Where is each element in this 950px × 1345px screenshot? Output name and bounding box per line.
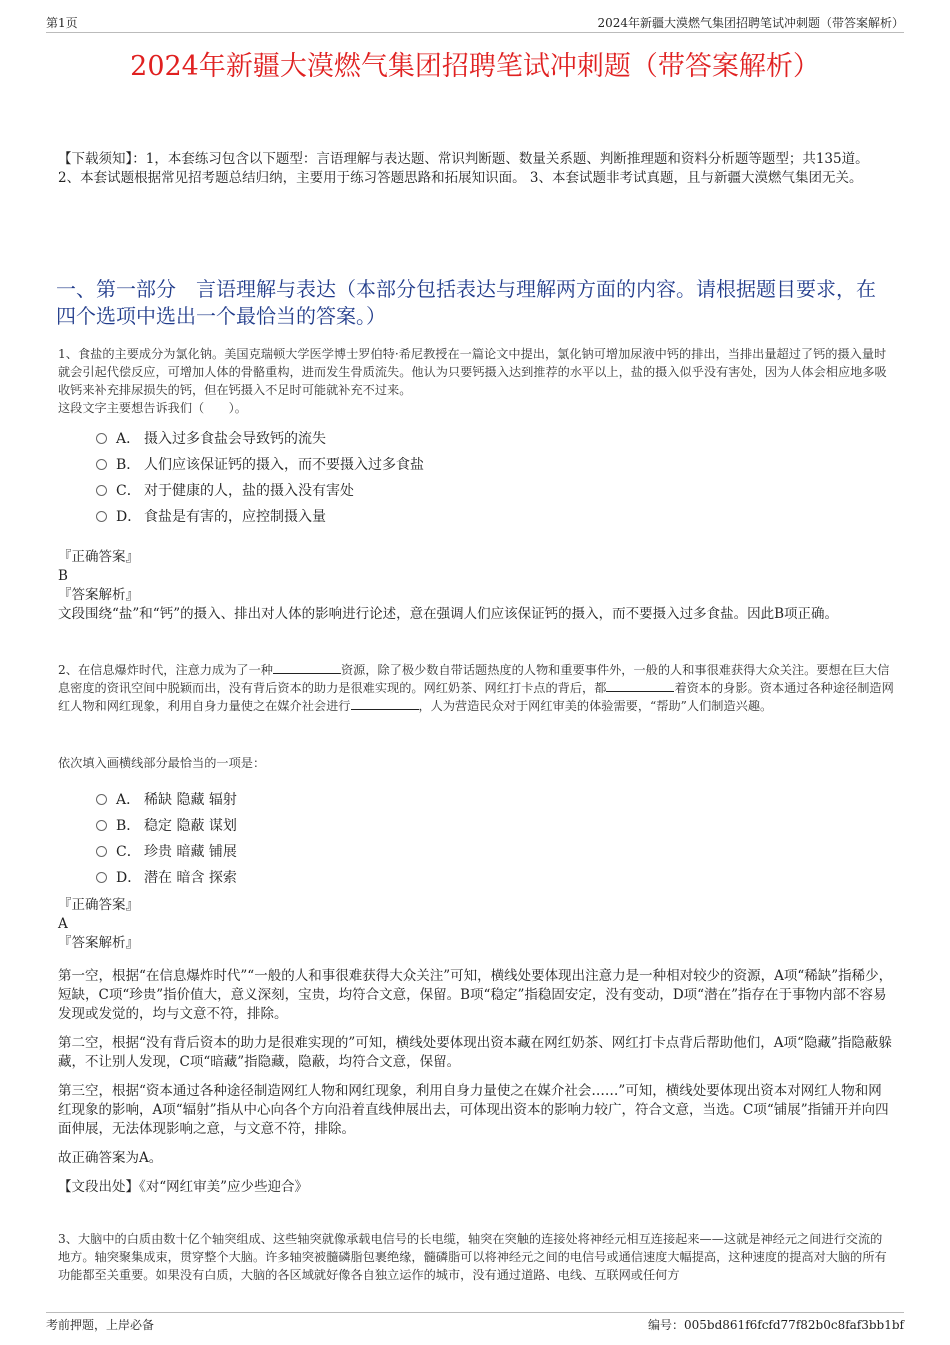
answer-value: A — [58, 916, 68, 932]
option-b[interactable]: B． 人们应该保证钙的摄入，而不要摄入过多食盐 — [96, 451, 424, 477]
option-a[interactable]: A． 稀缺 隐藏 辐射 — [96, 786, 237, 812]
question-1-prompt: 这段文字主要想告诉我们（ ）。 — [58, 401, 247, 415]
question-2-text: 2、在信息爆炸时代，注意力成为了一种 资源，除了极少数自带话题热度的人物和重要事件外，一般的人和事很难获得大众关注。要想在巨大信息密度的资讯空间中脱颖而出，没有背后资本的助力是很难实现的。网红奶茶、网红打卡点的背后，都 着资本的身影。资本通过各种途径制造网红人物和网红现象，利用自身力量使之在媒介社会进行 ，人为营造民众对于网红审美的体验需要，“帮助”人们制造兴趣。 — [58, 663, 894, 713]
analysis-conclusion: 故正确答案为A。 — [58, 1150, 163, 1166]
option-b[interactable]: B． 稳定 隐蔽 谋划 — [96, 812, 237, 838]
option-c[interactable]: C． 珍贵 暗藏 铺展 — [96, 838, 237, 864]
question-2-prompt: 依次填入画横线部分最恰当的一项是： — [58, 756, 266, 770]
option-d[interactable]: D． 潜在 暗含 探索 — [96, 864, 237, 890]
radio-icon[interactable] — [96, 794, 107, 805]
answer-value: B — [58, 568, 68, 584]
question-1-answer: 『正确答案』 B 『答案解析』 文段围绕“盐”和“钙”的摄入、排出对人体的影响进行论述，意在强调人们应该保证钙的摄入，而不要摄入过多食盐。因此B项正确。 — [58, 548, 894, 624]
radio-icon[interactable] — [96, 433, 107, 444]
page-number: 第1页 — [46, 16, 78, 30]
blank-line — [273, 661, 341, 674]
header-doc-title: 2024年新疆大漠燃气集团招聘笔试冲刺题（带答案解析） — [597, 16, 904, 30]
document-title: 2024年新疆大漠燃气集团招聘笔试冲刺题（带答案解析） — [130, 51, 820, 82]
section-heading: 一、第一部分 言语理解与表达（本部分包括表达与理解两方面的内容。请根据题目要求，在四个选项中选出一个最恰当的答案。） — [56, 277, 876, 328]
radio-icon[interactable] — [96, 511, 107, 522]
radio-icon[interactable] — [96, 872, 107, 883]
analysis-paragraph: 第三空，根据“资本通过各种途径制造网红人物和网红现象，利用自身力量使之在媒介社会……”可知，横线处要体现出资本对网红人物和网红现象的影响，A项“辐射”指从中心向各个方向沿着直线伸展出去，可体现出资本的影响力较广，符合文意，当选。C项“铺展”指铺开并向四面伸展，无法体现影响之意，与文意不符，排除。 — [58, 1083, 889, 1137]
analysis-paragraph: 第二空，根据“没有背后资本的助力是很难实现的”可知，横线处要体现出资本藏在网红奶茶、网红打卡点背后帮助他们，A项“隐藏”指隐蔽躲藏，不让别人发现，C项“暗藏”指隐藏，隐蔽，均符合文意，保留。 — [58, 1035, 892, 1070]
option-c[interactable]: C． 对于健康的人，盐的摄入没有害处 — [96, 477, 424, 503]
blank-line — [351, 697, 419, 710]
radio-icon[interactable] — [96, 485, 107, 496]
footer-slogan: 考前押题，上岸必备 — [46, 1318, 155, 1332]
download-notice: 【下载须知】：1，本套练习包含以下题型：言语理解与表达题、常识判断题、数量关系题、判断推理题和资料分析题等题型；共135道。 2、本套试题根据常见招考题总结归纳，主要用于练习答题思路和拓展知识面。 3、本套试题非考试真题，且与新疆大漠燃气集团无关。 — [58, 151, 869, 186]
page-footer — [46, 1312, 904, 1333]
source-note: 【文段出处】《对“网红审美”应少些迎合》 — [58, 1179, 309, 1195]
question-1-options — [96, 425, 424, 529]
option-a[interactable]: A． 摄入过多食盐会导致钙的流失 — [96, 425, 424, 451]
radio-icon[interactable] — [96, 846, 107, 857]
analysis-text: 文段围绕“盐”和“钙”的摄入、排出对人体的影响进行论述，意在强调人们应该保证钙的摄入，而不要摄入过多食盐。因此B项正确。 — [58, 606, 839, 622]
radio-icon[interactable] — [96, 820, 107, 831]
footer-doc-id: 编号：005bd861f6fcfd77f82b0c8faf3bb1bf — [648, 1318, 904, 1332]
analysis-paragraph: 第一空，根据“在信息爆炸时代”“一般的人和事很难获得大众关注”可知，横线处要体现出注意力是一种相对较少的资源，A项“稀缺”指稀少，短缺，C项“珍贵”指价值大，意义深刻，宝贵，均符合文意，保留。B项“稳定”指稳固安定，没有变动，D项“潜在”指存在于事物内部不容易发现或发觉的，均与文意不符，排除。 — [58, 968, 893, 1022]
question-2-answer: 『正确答案』 A 『答案解析』 第一空，根据“在信息爆炸时代”“一般的人和事很难获得大众关注”可知，横线处要体现出注意力是一种相对较少的资源，A项“稀缺”指稀少，短缺，C项“珍贵”指价值大，意义深刻，宝贵，均符合文意，保留。B项“稳定”指稳固安定，没有变动，D项“潜在”指存在于事物内部不容易发现或发觉的，均与文意不符，排除。 第二空，根据“没有背后资本的助力是很难实现的”可知，横线处要体现出资本藏在网红奶茶、网红打卡点背后帮助他们，A项“隐藏”指隐蔽躲藏，不让别人发现，C项“暗藏”指隐藏，隐蔽，均符合文意，保留。 第三空，根据“资本通过各种途径制造网红人物和网红现象，利用自身力量使之在媒介社会……”可知，横线处要体现出资本对网红人物和网红现象的影响，A项“辐射”指从中心向各个方向沿着直线伸展出去，可体现出资本的影响力较广，符合文意，当选。C项“铺展”指铺开并向四面伸展，无法体现影响之意，与文意不符，排除。 故正确答案为A。 【文段出处】《对“网红审美”应少些迎合》 — [58, 897, 893, 1195]
page-header — [46, 14, 904, 33]
question-3-text: 3、大脑中的白质由数十亿个轴突组成、这些轴突就像承载电信号的长电缆，轴突在突触的连接处将神经元相互连接起来——这就是神经元之间进行交流的地方。轴突聚集成束，贯穿整个大脑。许多轴突被髓磷脂包裹绝缘，髓磷脂可以将神经元之间的电信号或通信速度大幅提高，这种速度的提高对大脑的所有功能都至关重要。如果没有白质，大脑的各区域就好像各自独立运作的城市，没有通过道路、电线、互联网或任何方 — [58, 1232, 887, 1282]
option-d[interactable]: D． 食盐是有害的，应控制摄入量 — [96, 503, 424, 529]
question-1-text: 1、食盐的主要成分为氯化钠。美国克瑞顿大学医学博士罗伯特·希尼教授在一篇论文中提出，氯化钠可增加尿液中钙的排出，当排出量超过了钙的摄入量时就会引起代偿反应，可增加人体的骨骼重构，进而发生骨质流失。他认为只要钙摄入达到推荐的水平以上，盐的摄入似乎没有害处，因为人体会相应地多吸收钙来补充排尿损失的钙，但在钙摄入不足时可能就补充不过来。 这段文字主要想告诉我们（ ）。 — [58, 347, 887, 415]
question-2-options — [96, 786, 237, 890]
radio-icon[interactable] — [96, 459, 107, 470]
blank-line — [606, 679, 674, 692]
